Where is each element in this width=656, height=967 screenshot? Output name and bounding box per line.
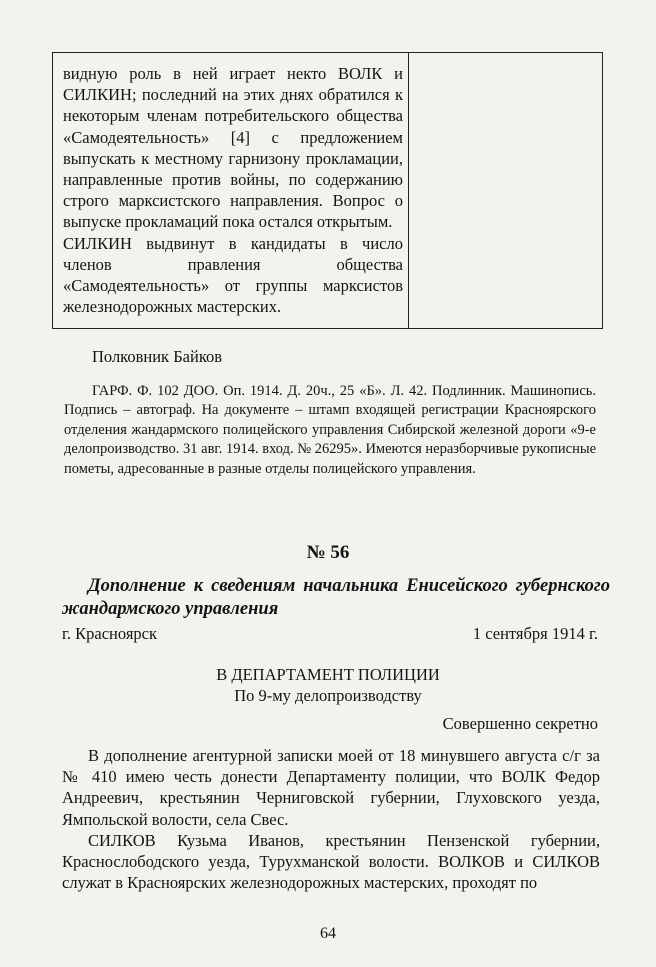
signature: Полковник Байков (92, 347, 223, 366)
addressee-block (0, 664, 656, 706)
page-number: 64 (320, 925, 336, 942)
document-date: 1 сентября 1914 г. (472, 624, 598, 643)
table-right-cell (411, 53, 602, 328)
document-number: № 56 (306, 542, 350, 563)
classification-mark: Совершенно секретно (442, 714, 598, 733)
addressee: В ДЕПАРТАМЕНТ ПОЛИЦИИ (216, 665, 440, 684)
document-body (62, 745, 600, 893)
body-paragraph-1: В дополнение агентурной записки моей от 18 минувшего августа с/г за № 410 имею честь донести Департаменту полиции, что ВОЛК Федор Андреевич, крестьянин Черниговской губернии, Глуховского уезда, Ямпольской волости, села Свес. (62, 746, 600, 829)
document-place: г. Красноярск (62, 624, 158, 643)
report-table (52, 52, 603, 329)
table-column-divider (408, 53, 409, 328)
archival-source-note: ГАРФ. Ф. 102 ДОО. Оп. 1914. Д. 20ч., 25 «Б». Л. 42. Подлинник. Машинопись. Подпись – автограф. На документе – штамп входящей регистрации Красноярского отделения жандармского полицейского управления Сибирской железной дороги «9-е делопроизводство. 31 авг. 1914. вход. № 26295». Имеются неразборчивые рукописные пометы, адресованные в разные отделы полицейского управления. (64, 383, 597, 477)
table-paragraph-2: СИЛКИН выдвинут в кандидаты в число членов правления общества «Самодеятельность» от группы марксистов железнодорожных мастерских. (63, 233, 403, 317)
document-title: Дополнение к сведениям начальника Енисейского губернского жандармского управления (62, 576, 610, 619)
table-left-cell (63, 63, 403, 317)
table-paragraph-1: видную роль в ней играет некто ВОЛК и СИЛКИН; последний на этих днях обратился к некоторым членам потребительского общества «Самодеятельность» [4] с предложением выпускать к местному гарнизону прокламации, направленные против войны, по содержанию строго марксистского направления. Вопрос о выпуске прокламаций пока остался открытым. (63, 64, 403, 232)
body-paragraph-2: СИЛКОВ Кузьма Иванов, крестьянин Пензенской губернии, Краснослободского уезда, Турухманской волости. ВОЛКОВ и СИЛКОВ служат в Красноярских железнодорожных мастерских, проходят по (62, 830, 600, 893)
addressee-subdivision: По 9-му делопроизводству (234, 686, 422, 705)
